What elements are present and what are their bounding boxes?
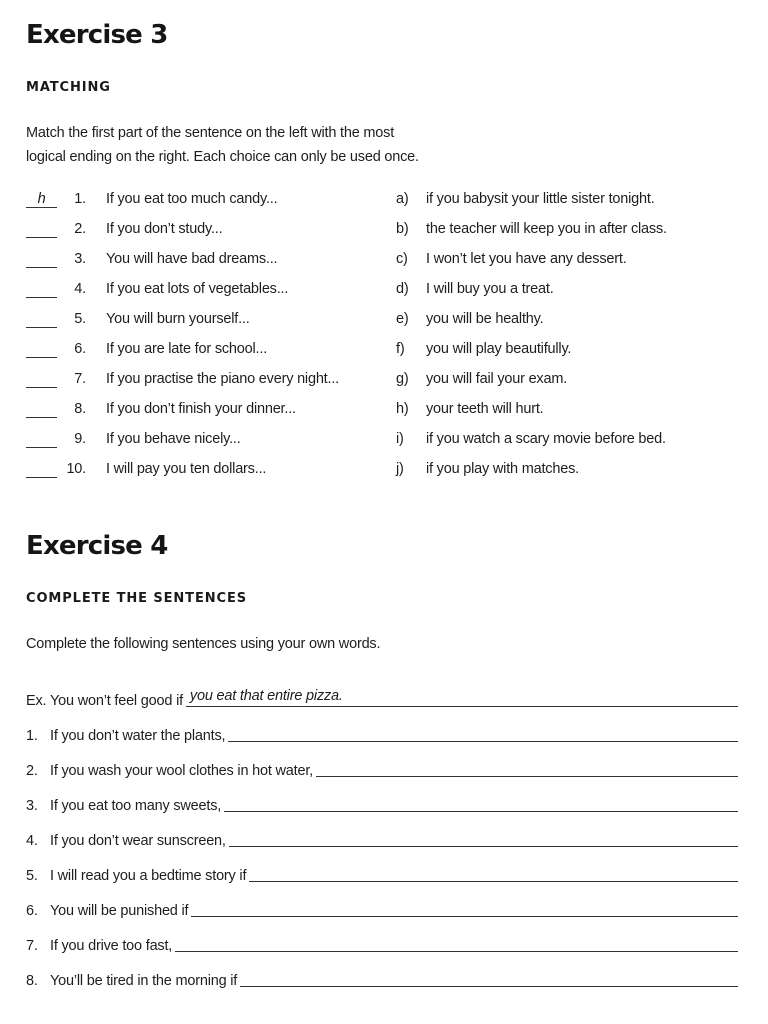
sentence-row-2	[26, 747, 738, 782]
sentence-start: You will burn yourself...	[106, 311, 250, 327]
sentence-row-6	[26, 887, 738, 922]
sentence-prompt	[26, 833, 226, 852]
matching-row-10	[0, 457, 768, 487]
instruction-line-2: logical ending on the right. Each choice can only be used once.	[26, 149, 419, 165]
matching-row-6	[0, 337, 768, 367]
matching-row-8	[0, 397, 768, 427]
sentence-start: If you eat too much candy...	[106, 191, 278, 207]
item-number: 2.	[26, 763, 38, 779]
exercise-3-title: Exercise 3	[26, 20, 168, 50]
choice-letter: f)	[396, 341, 405, 357]
exercise-4-subtitle: COMPLETE THE SENTENCES	[26, 591, 247, 606]
prompt-text: If you eat too many sweets,	[50, 798, 222, 814]
answer-blank-3[interactable]	[26, 251, 57, 268]
prompt-text: You won’t feel good if	[50, 693, 183, 709]
item-number: 3.	[26, 798, 38, 814]
sentence-prompt	[26, 798, 221, 817]
sentence-row-8	[26, 957, 738, 992]
sentence-start: If you behave nicely...	[106, 431, 241, 447]
item-number: Ex.	[26, 693, 47, 709]
sentence-prompt	[26, 973, 237, 992]
item-number: 2.	[74, 221, 86, 237]
answer-line-8[interactable]	[240, 968, 738, 987]
sentence-ending: you will play beautifully.	[426, 341, 572, 357]
answer-line-1[interactable]	[228, 723, 738, 742]
item-number: 10.	[66, 461, 86, 477]
sentence-prompt	[26, 728, 225, 747]
item-number: 5.	[26, 868, 38, 884]
sentence-start: If you are late for school...	[106, 341, 268, 357]
matching-row-3	[0, 247, 768, 277]
sentence-ending: if you play with matches.	[426, 461, 579, 477]
choice-letter: g)	[396, 371, 409, 387]
choice-letter: a)	[396, 191, 409, 207]
answer-line-2[interactable]	[316, 758, 738, 777]
matching-row-9	[0, 427, 768, 457]
prompt-text: You will be punished if	[50, 903, 189, 919]
item-number: 7.	[26, 938, 38, 954]
sentence-prompt	[26, 903, 188, 922]
answer-blank-4[interactable]	[26, 281, 57, 298]
item-number: 6.	[26, 903, 38, 919]
sentence-prompt	[26, 763, 313, 782]
exercise-4-instructions	[26, 632, 380, 656]
sentence-row-3	[26, 782, 738, 817]
item-number: 4.	[26, 833, 38, 849]
item-number: 4.	[74, 281, 86, 297]
answer-blank-9[interactable]	[26, 431, 57, 448]
prompt-text: If you don’t wear sunscreen,	[50, 833, 226, 849]
answer-blank-8[interactable]	[26, 401, 57, 418]
choice-letter: j)	[396, 461, 404, 477]
answer-line-example[interactable]: you eat that entire pizza.	[186, 688, 738, 707]
matching-row-4	[0, 277, 768, 307]
sentence-start: If you practise the piano every night...	[106, 371, 339, 387]
matching-row-2	[0, 217, 768, 247]
choice-letter: c)	[396, 251, 408, 267]
choice-letter: e)	[396, 311, 409, 327]
answer-line-7[interactable]	[175, 933, 738, 952]
sentence-ending: you will be healthy.	[426, 311, 544, 327]
item-number: 1.	[26, 728, 38, 744]
answer-line-5[interactable]	[249, 863, 738, 882]
item-number: 1.	[74, 191, 86, 207]
sentence-ending: if you watch a scary movie before bed.	[426, 431, 666, 447]
item-number: 9.	[74, 431, 86, 447]
example-row	[26, 677, 738, 712]
choice-letter: b)	[396, 221, 409, 237]
answer-line-4[interactable]	[229, 828, 738, 847]
answer-line-6[interactable]	[191, 898, 738, 917]
item-number: 8.	[26, 973, 38, 989]
answer-blank-6[interactable]	[26, 341, 57, 358]
prompt-text: I will read you a bedtime story if	[50, 868, 247, 884]
sentence-row-4	[26, 817, 738, 852]
sentence-ending: I will buy you a treat.	[426, 281, 554, 297]
sentence-start: If you don’t study...	[106, 221, 223, 237]
answer-blank-1[interactable]: h	[26, 191, 57, 208]
answer-blank-2[interactable]	[26, 221, 57, 238]
sentence-ending: the teacher will keep you in after class.	[426, 221, 667, 237]
sentence-list	[26, 677, 738, 992]
sentence-row-1	[26, 712, 738, 747]
sentence-row-7	[26, 922, 738, 957]
prompt-text: If you don’t water the plants,	[50, 728, 226, 744]
sentence-row-5	[26, 852, 738, 887]
exercise-4-title: Exercise 4	[26, 531, 168, 561]
sentence-prompt	[26, 868, 246, 887]
matching-row-7	[0, 367, 768, 397]
matching-row-5	[0, 307, 768, 337]
sentence-start: If you don’t finish your dinner...	[106, 401, 296, 417]
item-number: 7.	[74, 371, 86, 387]
choice-letter: d)	[396, 281, 409, 297]
choice-letter: i)	[396, 431, 404, 447]
matching-list	[0, 187, 768, 487]
instruction-line-1: Match the first part of the sentence on the left with the most	[26, 125, 395, 141]
exercise-3-instructions	[26, 121, 419, 169]
matching-row-1	[0, 187, 768, 217]
item-number: 3.	[74, 251, 86, 267]
sentence-start: If you eat lots of vegetables...	[106, 281, 289, 297]
prompt-text: If you drive too fast,	[50, 938, 173, 954]
sentence-ending: you will fail your exam.	[426, 371, 568, 387]
prompt-text: You’ll be tired in the morning if	[50, 973, 238, 989]
instruction-line: Complete the following sentences using your own words.	[26, 636, 381, 652]
prompt-text: If you wash your wool clothes in hot water,	[50, 763, 314, 779]
choice-letter: h)	[396, 401, 409, 417]
answer-blank-10[interactable]	[26, 461, 57, 478]
answer-blank-7[interactable]	[26, 371, 57, 388]
sentence-ending: if you babysit your little sister tonight.	[426, 191, 655, 207]
item-number: 6.	[74, 341, 86, 357]
sentence-ending: your teeth will hurt.	[426, 401, 544, 417]
item-number: 5.	[74, 311, 86, 327]
item-number: 8.	[74, 401, 86, 417]
sentence-ending: I won’t let you have any dessert.	[426, 251, 627, 267]
sentence-prompt	[26, 693, 183, 712]
sentence-prompt	[26, 938, 172, 957]
sentence-start: You will have bad dreams...	[106, 251, 278, 267]
exercise-3-subtitle: MATCHING	[26, 80, 111, 95]
sentence-start: I will pay you ten dollars...	[106, 461, 267, 477]
answer-line-3[interactable]	[224, 793, 738, 812]
answer-blank-5[interactable]	[26, 311, 57, 328]
